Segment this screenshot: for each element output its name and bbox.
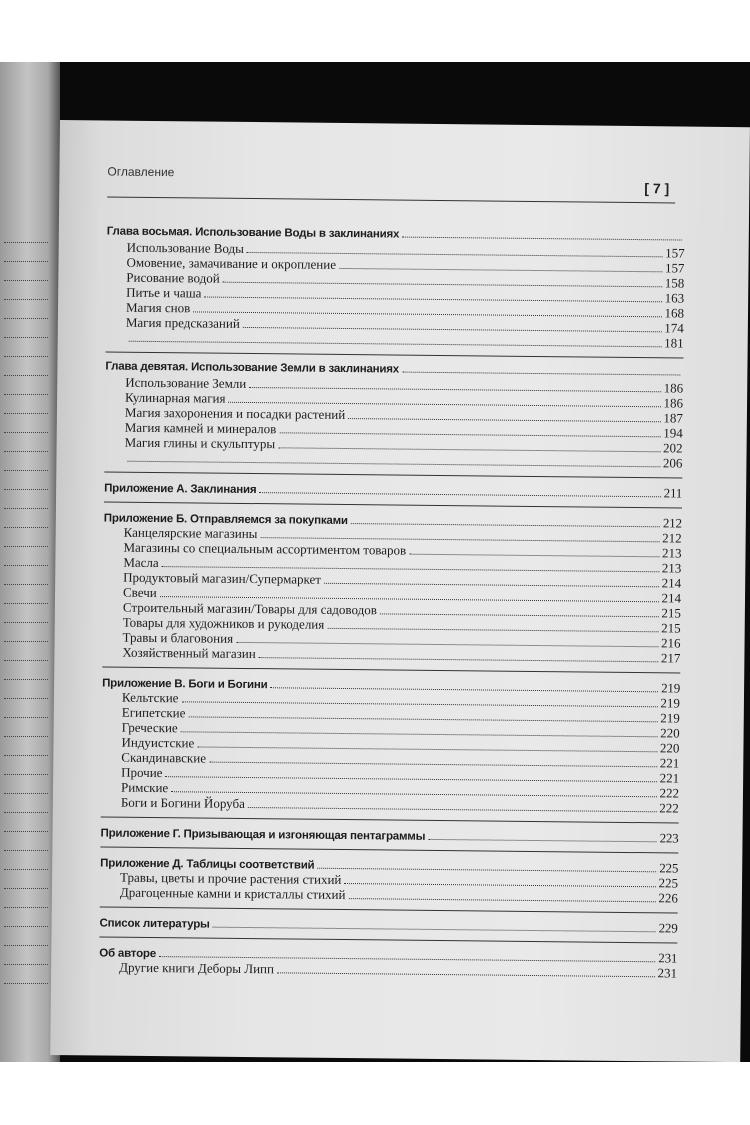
toc-section-title [100, 824, 678, 845]
toc-entry-label: Римские [120, 779, 169, 796]
left-page-text-fragment [4, 242, 48, 243]
left-page-text-fragment [4, 603, 48, 604]
toc-entry-label: Египетские [121, 704, 186, 721]
toc-section-title-page: 225 [659, 860, 679, 876]
toc-entry-page: 220 [659, 740, 680, 756]
toc-entry-page: 220 [660, 725, 680, 741]
toc-entry-label: Кельтские [121, 689, 179, 706]
toc-entry-label: Греческие [121, 719, 178, 736]
toc-entry-page: 231 [657, 965, 678, 981]
toc-entry-page: 174 [664, 320, 684, 336]
left-page-text-fragment [4, 432, 48, 433]
toc-section-title [104, 479, 682, 500]
toc-entry-label: Хозяйственный магазин [122, 644, 256, 662]
toc-entry-label: Продуктовый магазин/Супермаркет [123, 569, 322, 587]
toc-section [100, 816, 678, 845]
toc-section-title-page: 229 [658, 920, 678, 936]
left-page-text-fragment [4, 964, 48, 965]
left-page-text-fragment [4, 413, 48, 414]
toc-entry-page: 202 [663, 440, 683, 456]
left-page-text-fragment [4, 337, 48, 338]
dot-leader [248, 807, 656, 812]
left-page-text-fragment [4, 622, 48, 623]
left-page-text-fragment [4, 261, 48, 262]
toc-entry-page: 181 [664, 335, 684, 351]
page-number: [ 7 ] [644, 180, 670, 197]
running-head: Оглавление [107, 164, 175, 180]
toc-section [104, 351, 683, 470]
toc-entry-page: 194 [663, 425, 683, 441]
left-page-text-fragment [4, 546, 48, 547]
left-page-text-fragment [4, 774, 48, 775]
toc-entry-label: Магия камней и минералов [124, 419, 277, 437]
left-page-text-fragment [4, 527, 48, 528]
toc-entry-page: 157 [665, 245, 685, 261]
left-page-text-fragment [4, 869, 48, 870]
toc-section-title-label: Приложение А. Заклинания [104, 482, 257, 497]
left-page-text-fragment [4, 280, 48, 281]
left-page-text-fragment [4, 318, 48, 319]
toc-entry-label: Драгоценные камни и кристаллы стихий [119, 884, 346, 903]
left-page-text-fragment [4, 717, 48, 718]
toc-entry-page: 213 [661, 560, 682, 576]
dot-leader [348, 898, 655, 902]
toc-entry-label: Скандинавские [121, 749, 207, 766]
dot-leader [402, 237, 682, 241]
toc-entry-label: Магия глины и скульптуры [124, 434, 276, 452]
toc-section-title-label: Глава девятая. Использование Земли в заклинаниях [105, 360, 400, 376]
toc-section-title-label: Приложение В. Боги и Богини [102, 677, 268, 692]
dot-leader [402, 372, 680, 376]
toc-section [100, 906, 678, 935]
toc-entry-label: Питье и чаша [126, 284, 202, 301]
toc-entry-label: Индуистские [121, 734, 195, 751]
dot-leader [127, 461, 659, 468]
toc-section [106, 224, 685, 350]
toc-entry-label: Магия снов [125, 299, 191, 316]
toc-entry-page: 214 [661, 575, 682, 591]
left-page-text-fragment [4, 451, 48, 452]
left-page-text-fragment [4, 565, 48, 566]
left-page-text-fragment [4, 983, 48, 984]
table-of-contents [99, 224, 685, 980]
toc-entry-label: Канцелярские магазины [123, 524, 258, 542]
left-page-text-fragment [4, 850, 48, 851]
left-page-text-fragment [4, 641, 48, 642]
left-page-text-fragment [4, 679, 48, 680]
toc-entry-label: Прочие [121, 764, 163, 781]
toc-entry-page: 219 [660, 695, 681, 711]
toc-entry-label: Использование Земли [125, 374, 247, 391]
toc-entry-label: Травы, цветы и прочие растения стихий [119, 869, 342, 887]
left-page-text-fragment [4, 945, 48, 946]
toc-section [100, 846, 679, 905]
toc-section-title-label: Приложение Д. Таблицы соответствий [100, 857, 315, 872]
toc-entry-page: 217 [660, 650, 681, 666]
dot-leader [213, 927, 656, 933]
toc-entry-page: 226 [658, 890, 678, 906]
toc-entry-page: 206 [662, 455, 683, 471]
toc-section-title-page: 231 [658, 950, 678, 966]
dot-leader [428, 839, 656, 842]
toc-section-title-page: 212 [662, 515, 682, 531]
toc-entry-page: 158 [664, 275, 685, 291]
toc-entry-page: 212 [662, 530, 682, 546]
toc-entry-page: 186 [663, 380, 684, 396]
left-page-text-fragment [4, 394, 48, 395]
toc-entry-label: Рисование водой [126, 269, 220, 286]
toc-entry-page: 168 [664, 305, 685, 321]
toc-entry-page: 221 [659, 770, 680, 786]
dot-leader [380, 613, 658, 617]
left-page-text-fragment [4, 698, 48, 699]
toc-section-title-label: Глава восьмая. Использование Воды в заклинаниях [106, 225, 400, 241]
toc-entry-label: Омовение, замачивание и окропление [126, 254, 337, 272]
left-page-text-fragment [4, 508, 48, 509]
toc-section-title-label: Приложение Г. Призывающая и изгоняющая пентаграммы [100, 827, 426, 843]
toc-entry-page: 219 [660, 710, 680, 726]
left-page-text-fragment [4, 907, 48, 908]
toc-entry-page: 214 [661, 590, 682, 606]
left-page-text-fragment [4, 831, 48, 832]
toc-section-title-page: 223 [659, 830, 679, 846]
dot-leader [277, 972, 655, 977]
toc-entry-page: 163 [664, 290, 685, 306]
toc-section-title-page: 211 [663, 485, 683, 501]
left-page-text-fragment [4, 755, 48, 756]
dot-leader [259, 657, 658, 662]
toc-entry-label: Магия захоронения и посадки растений [124, 404, 346, 423]
toc-entry-label: Строительный магазин/Товары для садоводов [122, 599, 377, 618]
toc-entry-label: Травы и благовония [122, 629, 234, 646]
toc-entry-label: Магазины со специальным ассортиментом товаров [123, 539, 407, 558]
dot-leader [129, 341, 661, 348]
toc-entry-page: 186 [663, 395, 684, 411]
toc-entry-page: 216 [660, 635, 681, 651]
left-page-text-fragment [4, 888, 48, 889]
toc-section-title-label: Список литературы [99, 917, 210, 931]
toc-entry-page: 221 [659, 755, 680, 771]
toc-entry-page: 157 [664, 260, 685, 276]
left-page-text-fragment [4, 584, 48, 585]
toc-entry-page: 187 [663, 410, 683, 426]
toc-entry-page: 213 [661, 545, 682, 561]
toc-section [104, 471, 682, 500]
toc-section-title-label: Об авторе [99, 947, 157, 961]
left-page-text-fragment [4, 299, 48, 300]
left-page-text-fragment [4, 375, 48, 376]
left-page-text-fragment [4, 736, 48, 737]
toc-entry-page: 222 [659, 800, 679, 816]
toc-entry-label: Магия предсказаний [125, 314, 240, 331]
toc-entry-label: Товары для художников и рукоделия [122, 614, 325, 632]
dot-leader [259, 492, 660, 497]
left-page-text-fragment [4, 793, 48, 794]
toc-section-title-label: Приложение Б. Отправляемся за покупками [103, 512, 348, 528]
dot-leader [409, 554, 659, 558]
left-page-text-fragment [4, 470, 48, 471]
toc-section [102, 501, 682, 665]
toc-entry-label: Использование Воды [126, 239, 244, 256]
toc-entry-label: Другие книги Деборы Липп [119, 959, 275, 977]
toc-section [99, 936, 677, 980]
toc-entry-label: Боги и Богини Йоруба [120, 794, 245, 811]
left-page-text-fragment [4, 660, 48, 661]
book-page [50, 120, 750, 1062]
toc-entry-page: 225 [658, 875, 679, 891]
toc-entry-page: 215 [661, 620, 681, 636]
left-page-text-fragment [4, 926, 48, 927]
toc-entry-label: Масла [123, 554, 159, 571]
toc-entry-label: Свечи [122, 584, 157, 601]
header-rule [107, 196, 675, 203]
left-page-text-fragment [4, 489, 48, 490]
left-page-text-fragment [4, 812, 48, 813]
toc-entry-label: Кулинарная магия [125, 389, 226, 406]
toc-section-title [100, 914, 678, 935]
toc-section-title-page: 219 [661, 680, 681, 696]
left-page-text-fragment [4, 356, 48, 357]
toc-entry-page: 222 [659, 785, 680, 801]
toc-entry-page: 215 [661, 605, 681, 621]
toc-section [101, 666, 680, 815]
